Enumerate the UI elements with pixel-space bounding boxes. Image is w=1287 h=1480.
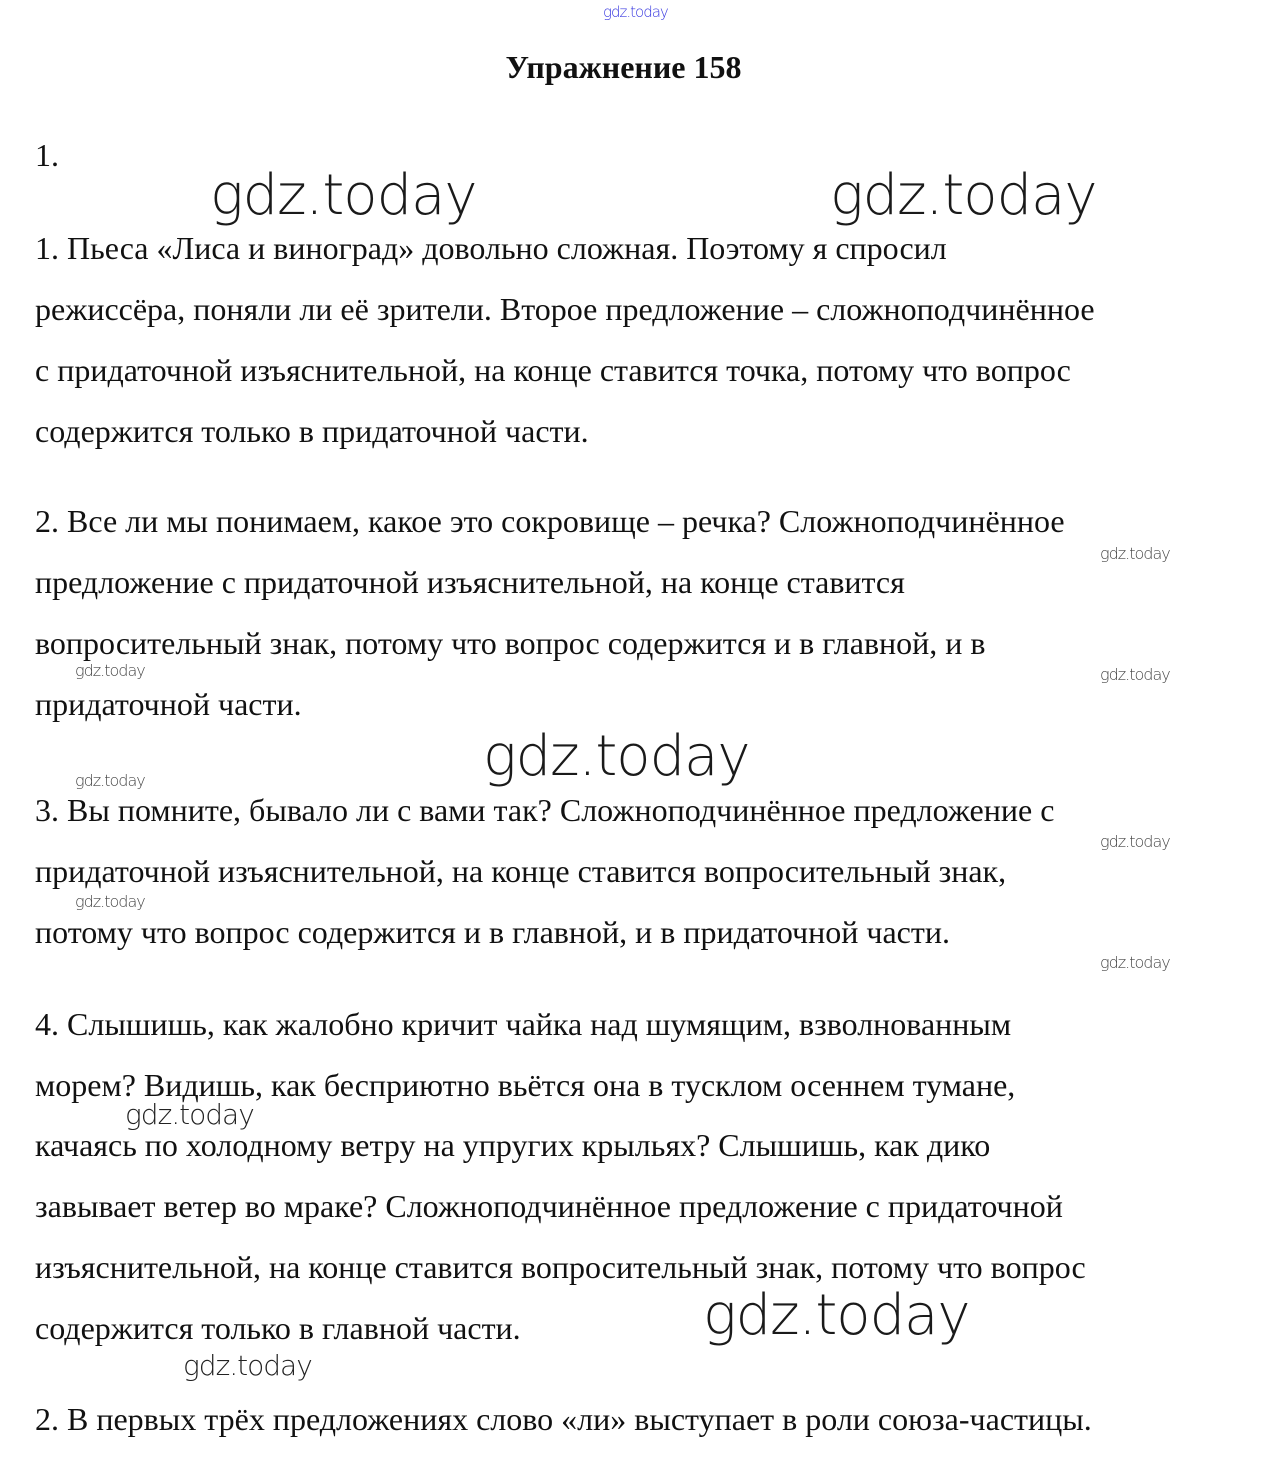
watermark: gdz.today (125, 1098, 254, 1131)
text-line: вопросительный знак, потому что вопрос содержится и в главной, и в (35, 625, 986, 661)
watermark: gdz.today (183, 1349, 312, 1382)
text-line: потому что вопрос содержится и в главной, и в придаточной части. (35, 914, 950, 950)
text-line: режиссёра, поняли ли её зрители. Второе предложение – сложноподчинённое (35, 291, 1095, 327)
watermark: gdz.today (483, 724, 750, 789)
watermark: gdz.today (75, 771, 145, 790)
watermark: gdz.today (75, 892, 145, 911)
watermark: gdz.today (75, 661, 145, 680)
text-line: содержится только в придаточной части. (35, 413, 589, 449)
text-line: 3. Вы помните, бывало ли с вами так? Сложноподчинённое предложение с (35, 792, 1055, 828)
section-label: 1. (35, 137, 59, 173)
page-title: Упражнение 158 (505, 49, 742, 85)
watermark: gdz.today (1100, 544, 1170, 563)
watermark-top: gdz.today (603, 3, 668, 21)
text-line: с придаточной изъяснительной, на конце ставится точка, потому что вопрос (35, 352, 1071, 388)
text-line: придаточной изъяснительной, на конце ставится вопросительный знак, (35, 853, 1007, 889)
text-line: предложение с придаточной изъяснительной, на конце ставится (35, 564, 905, 600)
watermark: gdz.today (830, 163, 1097, 228)
text-line: качаясь по холодному ветру на упругих крыльях? Слышишь, как дико (35, 1127, 991, 1163)
text-line: изъяснительной, на конце ставится вопросительный знак, потому что вопрос (35, 1249, 1086, 1285)
text-line: содержится только в главной части. (35, 1310, 521, 1346)
text-line: 2. В первых трёх предложениях слово «ли» выступает в роли союза-частицы. (35, 1401, 1092, 1437)
watermark: gdz.today (1100, 953, 1170, 972)
text-line: 1. Пьеса «Лиса и виноград» довольно сложная. Поэтому я спросил (35, 230, 947, 266)
text-line: морем? Видишь, как бесприютно вьётся она в тусклом осеннем тумане, (35, 1067, 1016, 1103)
watermark: gdz.today (1100, 832, 1170, 851)
watermark: gdz.today (703, 1283, 970, 1348)
text-line: 4. Слышишь, как жалобно кричит чайка над шумящим, взволнованным (35, 1006, 1012, 1042)
text-line: 2. Все ли мы понимаем, какое это сокровище – речка? Сложноподчинённое (35, 503, 1065, 539)
text-line: завывает ветер во мраке? Сложноподчинённое предложение с придаточной (35, 1188, 1063, 1224)
text-line: придаточной части. (35, 686, 302, 722)
watermark: gdz.today (1100, 665, 1170, 684)
watermark: gdz.today (210, 163, 477, 228)
